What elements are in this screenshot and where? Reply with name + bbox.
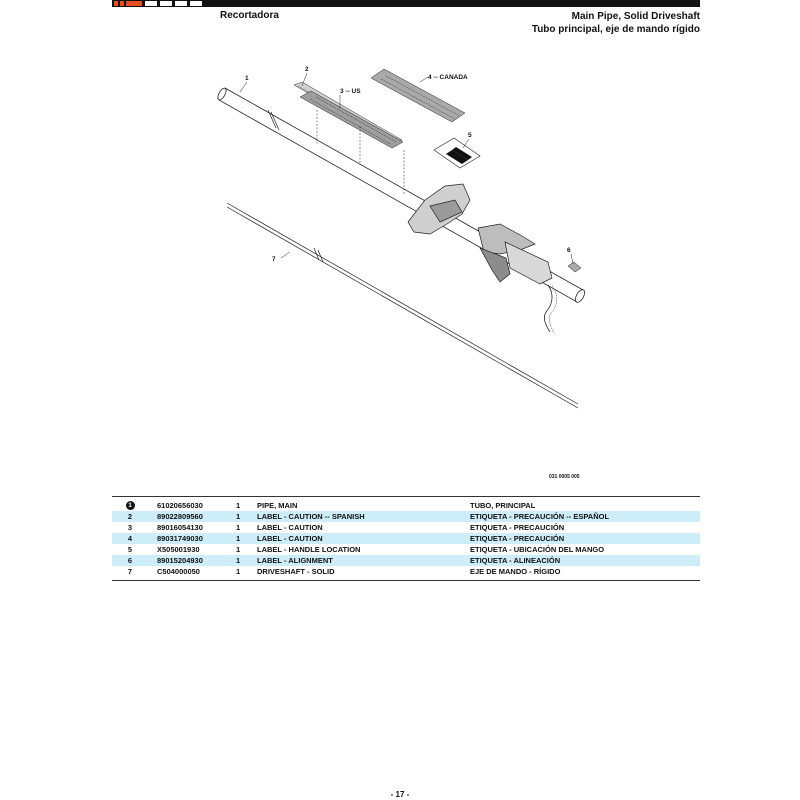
table-row: [112, 500, 700, 511]
driveshaft: [227, 203, 578, 408]
description-en-cell: LABEL - CAUTION: [257, 534, 323, 543]
ref-circle-badge: 1: [126, 501, 135, 510]
callout-3: 3 -- US: [340, 88, 361, 95]
part-number-cell: 89031749030: [157, 534, 203, 543]
table-row: [112, 522, 700, 533]
ref-cell: 5: [127, 545, 133, 554]
description-en-cell: PIPE, MAIN: [257, 501, 298, 510]
part-number-cell: 89016054130: [157, 523, 203, 532]
header-title-es: Tubo principal, eje de mando rígido: [531, 24, 700, 35]
description-es-cell: ETIQUETA - UBICACIÓN DEL MANGO: [470, 545, 605, 554]
description-es-cell: ETIQUETA - PRECAUCIÓN: [470, 534, 565, 543]
leader-lines: [240, 73, 573, 264]
table-row: [112, 511, 700, 522]
header-title-en: Main Pipe, Solid Driveshaft: [571, 11, 700, 22]
quantity-cell: 1: [236, 534, 241, 543]
part-number-cell: 89022809560: [157, 512, 203, 521]
callout-7: 7: [272, 256, 276, 263]
description-en-cell: DRIVESHAFT - SOLID: [257, 567, 335, 576]
ref-cell: 3: [127, 523, 133, 532]
page-number: - 17 -: [390, 790, 410, 799]
handle-assembly: [408, 184, 557, 333]
part-number-cell: C504000050: [157, 567, 200, 576]
label-handle-location: [434, 138, 480, 168]
table-row: [112, 544, 700, 555]
ref-cell: 7: [127, 567, 133, 576]
description-es-cell: ETIQUETA - PRECAUCIÓN: [470, 523, 565, 532]
header-title-left: Recortadora: [220, 10, 279, 21]
ref-cell: 6: [127, 556, 133, 565]
callout-2: 2: [305, 66, 309, 73]
quantity-cell: 1: [236, 567, 241, 576]
callout-4: 4 -- CANADA: [428, 74, 468, 81]
callout-5: 5: [468, 132, 472, 139]
description-es-cell: EJE DE MANDO - RÍGIDO: [470, 567, 561, 576]
ref-cell: [112, 500, 148, 511]
quantity-cell: 1: [236, 545, 241, 554]
table-row: [112, 555, 700, 566]
description-es-cell: ETIQUETA - PRECAUCIÓN -- ESPAÑOL: [470, 512, 610, 521]
part-number-cell: X505001930: [157, 545, 200, 554]
description-en-cell: LABEL - CAUTION -- SPANISH: [257, 512, 365, 521]
quantity-cell: 1: [236, 512, 241, 521]
callout-6: 6: [567, 247, 571, 254]
description-en-cell: LABEL - ALIGNMENT: [257, 556, 333, 565]
ref-cell: 2: [127, 512, 133, 521]
table-row: [112, 566, 700, 577]
quantity-cell: 1: [236, 501, 241, 510]
quantity-cell: 1: [236, 523, 241, 532]
quantity-cell: 1: [236, 556, 241, 565]
callout-1: 1: [245, 75, 249, 82]
description-en-cell: LABEL - CAUTION: [257, 523, 323, 532]
table-row: [112, 533, 700, 544]
part-number-cell: 89015204930: [157, 556, 203, 565]
description-en-cell: LABEL - HANDLE LOCATION: [257, 545, 361, 554]
description-es-cell: TUBO, PRINCIPAL: [470, 501, 536, 510]
drawing-number: 031 0005 005: [549, 474, 580, 480]
label-alignment: [568, 262, 581, 272]
parts-table: [112, 496, 700, 581]
ref-cell: 4: [127, 534, 133, 543]
part-number-cell: 61020656030: [157, 501, 203, 510]
description-es-cell: ETIQUETA - ALINEACIÓN: [470, 556, 561, 565]
